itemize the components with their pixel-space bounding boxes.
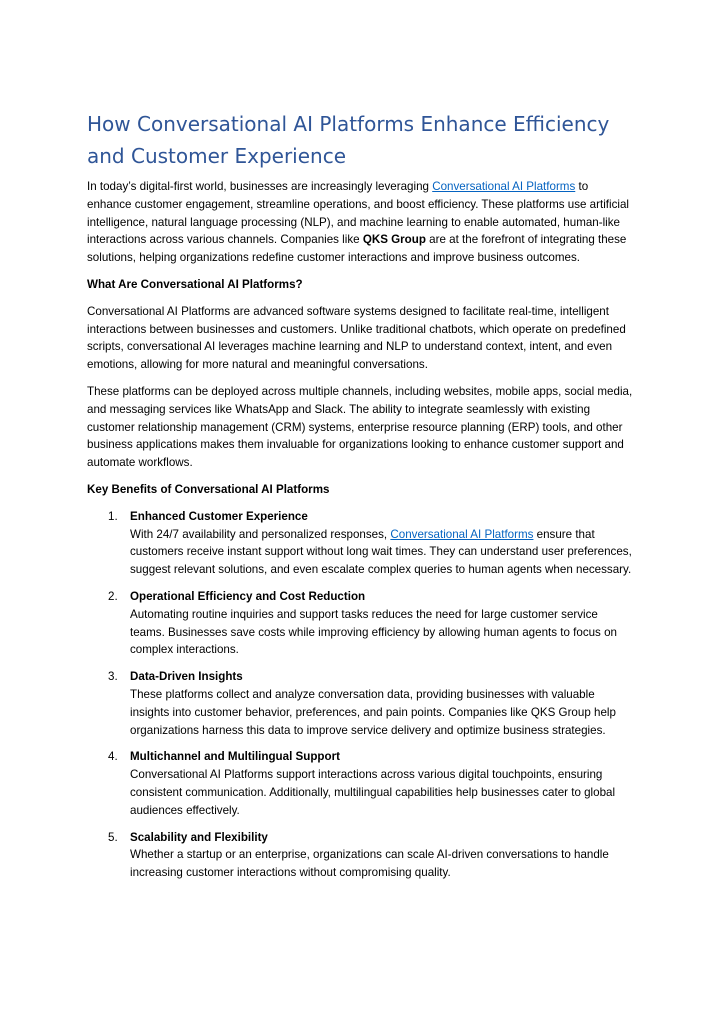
document-page — [87, 108, 635, 891]
list-item-title: Operational Efficiency and Cost Reduction — [130, 589, 366, 603]
intro-paragraph — [87, 178, 635, 267]
list-item-body: Automating routine inquiries and support tasks reduces the need for large customer service teams. Businesses save costs while improving efficiency by allowing human agents to focus on complex interactions. — [130, 607, 617, 657]
list-number: 4. — [108, 750, 118, 764]
intro-text-start: In today’s digital-first world, businesses are increasingly leveraging — [87, 180, 433, 193]
qks-group-bold: QKS Group — [362, 233, 426, 247]
list-item-body-start: With 24/7 availability and personalized responses, — [130, 527, 391, 541]
conversational-ai-platforms-link[interactable]: Conversational AI Platforms — [390, 527, 534, 541]
section-heading-what-are: What Are Conversational AI Platforms? — [87, 277, 303, 291]
list-item-title: Multichannel and Multilingual Support — [130, 750, 340, 764]
list-item — [87, 668, 635, 739]
benefits-list — [87, 508, 635, 882]
list-item — [87, 508, 635, 579]
list-item-body: Conversational AI Platforms support interactions across various digital touchpoints, ensuring consistent communication. Additionally, multilingual capabilities help businesses cater to global audiences effectively. — [130, 768, 616, 817]
conversational-ai-platforms-link[interactable]: Conversational AI Platforms — [432, 180, 576, 193]
definition-paragraph: Conversational AI Platforms are advanced software systems designed to facilitate real-time, intelligent interactions between businesses and customers. Unlike traditional chatbots, which operate on predefined scripts, conversational AI leverages machine learning and NLP to understand context, intent, and even emotions, allowing for more natural and meaningful conversations. — [87, 304, 626, 372]
list-number: 2. — [108, 589, 118, 603]
intro-text-middle: to enhance customer engagement, streamline operations, and boost efficiency. These platforms use artificial intelligence, natural language processing (NLP), and machine learning to enable automated, human-like interactions across various channels. Companies like — [87, 180, 629, 247]
list-item — [87, 829, 635, 882]
list-item-title: Scalability and Flexibility — [130, 830, 268, 844]
list-item-title: Data-Driven Insights — [130, 670, 243, 684]
list-number: 1. — [108, 509, 118, 523]
section-heading-key-benefits: Key Benefits of Conversational AI Platforms — [87, 482, 330, 496]
list-item — [87, 588, 635, 659]
list-item-body: These platforms collect and analyze conversation data, providing businesses with valuable insights into customer behavior, preferences, and pain points. Companies like QKS Group help organizations harness this data to improve service delivery and optimize business strategies. — [130, 687, 616, 737]
list-number: 3. — [108, 670, 118, 684]
intro-text-end: are at the forefront of integrating these solutions, helping organizations redefine customer interactions and improve business outcomes. — [87, 233, 627, 265]
page-title: How Conversational AI Platforms Enhance Efficiency and Customer Experience — [87, 112, 610, 168]
list-item-body-end: ensure that customers receive instant support without long wait times. They can understand user preferences, suggest relevant solutions, and even escalate complex queries to human agents when necessary. — [130, 527, 632, 577]
list-item — [87, 748, 635, 819]
deployment-paragraph: These platforms can be deployed across multiple channels, including websites, mobile apps, social media, and messaging services like WhatsApp and Slack. The ability to integrate seamlessly with existing customer relationship management (CRM) systems, enterprise resource planning (ERP) tools, and other business applications makes them invaluable for organizations looking to enhance customer support and automate workflows. — [87, 384, 633, 470]
list-number: 5. — [108, 830, 118, 844]
list-item-body: Whether a startup or an enterprise, organizations can scale AI-driven conversations to handle increasing customer interactions without compromising quality. — [130, 848, 609, 880]
list-item-title: Enhanced Customer Experience — [130, 509, 308, 523]
list-item-body — [130, 526, 635, 579]
